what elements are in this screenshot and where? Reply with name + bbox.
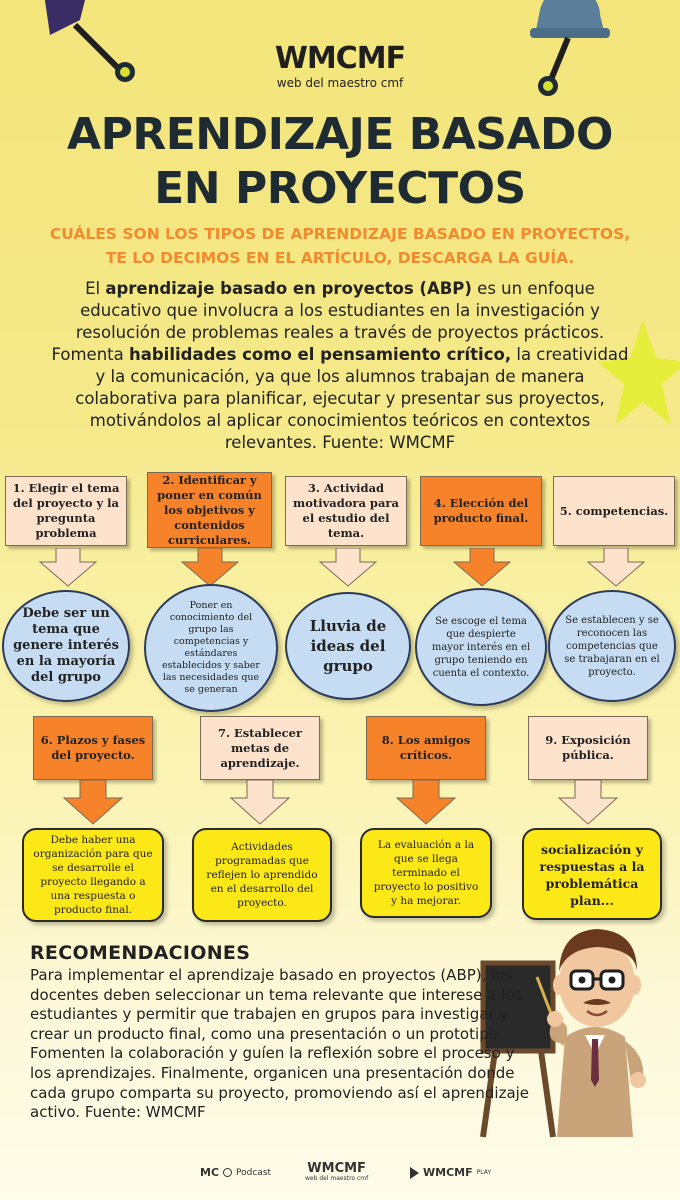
step-9-label: 9. Exposición pública. [545, 733, 631, 762]
step-6-box [33, 716, 153, 780]
step-7-box [200, 716, 320, 780]
intro-text-2: es un enfoque educativo que involucra a los estudiantes en la investigación y resolución de problemas reales a través de proyectos prácticos. Fomenta [51, 279, 605, 364]
down-arrow-icon [180, 548, 240, 588]
intro-text-1: El [85, 279, 106, 298]
step-2-label: 2. Identificar y poner en común los objetivos y contenidos curriculares. [157, 472, 262, 547]
step-7-label: 7. Establecer metas de aprendizaje. [217, 725, 303, 770]
title-line-1: APRENDIZAJE BASADO [67, 109, 613, 160]
step-3-description-text: Lluvia de ideas del grupo [309, 617, 387, 675]
play-icon [410, 1167, 419, 1179]
microphone-icon [223, 1168, 232, 1177]
footer-play-main: WMCMF [423, 1166, 473, 1179]
footer-center-main: WMCMF [307, 1161, 366, 1176]
down-arrow-icon [395, 780, 457, 826]
step-1-box [5, 476, 127, 546]
intro-bold-2: habilidades como el pensamiento crítico, [128, 345, 512, 364]
step-3-box [285, 476, 407, 546]
step-1-label: 1. Elegir el tema del proyecto y la pregunta problema [12, 481, 120, 540]
footer-center-sub: web del maestro cmf [305, 1175, 369, 1182]
title-line-2: EN PROYECTOS [154, 163, 526, 214]
down-arrow-icon [38, 548, 98, 588]
footer-center-brand [305, 1162, 368, 1182]
page-title [20, 108, 660, 216]
step-1-description-text: Debe ser un tema que genere interés en la mayoría del grupo [13, 606, 119, 685]
subtitle-line-2: TE LO DECIMOS EN EL ARTÍCULO, DESCARGA LA GUÍA. [105, 249, 575, 267]
down-arrow-icon [62, 780, 124, 826]
step-1-description [2, 590, 130, 702]
step-8-label: 8. Los amigos críticos. [381, 733, 471, 762]
step-6-label: 6. Plazos y fases del proyecto. [40, 733, 146, 762]
down-arrow-icon [586, 548, 646, 588]
step-8-box [366, 716, 486, 780]
down-arrow-icon [318, 548, 378, 588]
intro-text-3: la creatividad y la comunicación, ya que los alumnos trabajan de manera colaborativa para planificar, ejecutar y presentar sus proyectos, motivándolos al aplicar conocimientos teóricos en contextos relevantes. Fuente: WMCMF [75, 345, 629, 452]
recommendations-title: RECOMENDACIONES [30, 942, 251, 964]
footer-podcast-brand [200, 1166, 271, 1179]
step-6-description-text: Debe haber una organización para que se desarrolle el proyecto llegando a una respuesta o producto final. [33, 834, 153, 916]
subtitle-line-1: CUÁLES SON LOS TIPOS DE APRENDIZAJE BASADO EN PROYECTOS, [49, 225, 631, 243]
step-3-description [285, 592, 411, 700]
logo-main-text: WMCMF [274, 41, 406, 76]
step-4-box [420, 476, 542, 546]
intro-bold-1: aprendizaje basado en proyectos (ABP) [105, 279, 472, 298]
step-7-description [192, 828, 332, 922]
decorative-pin-left-icon [20, 0, 140, 90]
step-5-label: 5. competencias. [559, 503, 669, 518]
step-7-description-text: Actividades programadas que reflejen lo aprendido en el desarrollo del proyecto. [206, 841, 318, 909]
step-9-description-text: socialización y respuestas a la problemática plan... [539, 842, 645, 908]
podcast-label: Podcast [236, 1167, 272, 1178]
down-arrow-icon [557, 780, 619, 826]
step-8-description [360, 828, 492, 918]
step-9-box [528, 716, 648, 780]
footer-play-brand [410, 1166, 491, 1179]
step-4-label: 4. Elección del producto final. [433, 496, 529, 525]
down-arrow-icon [229, 780, 291, 826]
podcast-mark: MC [200, 1166, 220, 1179]
recommendations-body: Para implementar el aprendizaje basado en proyectos (ABP), los docentes deben seleccionar un tema relevante que interese a los estudiantes y permitir que trabajen en grupos para investigar y crear un producto final, como una presentación o un prototipo. Fomenten la colaboración y guíen la reflexión sobre el proceso y los aprendizajes. Finalmente, organicen una presentación donde cada grupo comparta su proyecto, promoviendo así el aprendizaje activo. Fuente: WMCMF [30, 966, 530, 1122]
step-4-description-text: Se escoge el tema que despierte mayor interés en el grupo teniendo en cuenta el contexto. [431, 615, 531, 679]
intro-paragraph [50, 278, 630, 454]
decorative-pin-right-icon [520, 0, 630, 100]
step-6-description [22, 828, 164, 922]
step-2-description [144, 584, 278, 712]
brand-logo [240, 41, 440, 90]
step-5-description-text: Se establecen y se reconocen las competencias que se trabajaran en el proyecto. [564, 614, 660, 678]
step-2-box [147, 472, 272, 548]
page-subtitle [20, 222, 660, 270]
step-2-description-text: Poner en conocimiento del grupo las competencias y estándares establecidos y saber las necesidades que se generan [162, 600, 260, 695]
step-8-description-text: La evaluación a la que se llega terminado el proyecto lo positivo y ha mejorar. [373, 839, 479, 907]
step-5-description [548, 590, 676, 702]
down-arrow-icon [452, 548, 512, 588]
step-3-label: 3. Actividad motivadora para el estudio del tema. [293, 481, 399, 540]
logo-sub-text: web del maestro cmf [276, 76, 404, 90]
step-5-box [553, 476, 675, 546]
footer-play-sub: PLAY [476, 1169, 492, 1176]
step-4-description [415, 588, 547, 706]
